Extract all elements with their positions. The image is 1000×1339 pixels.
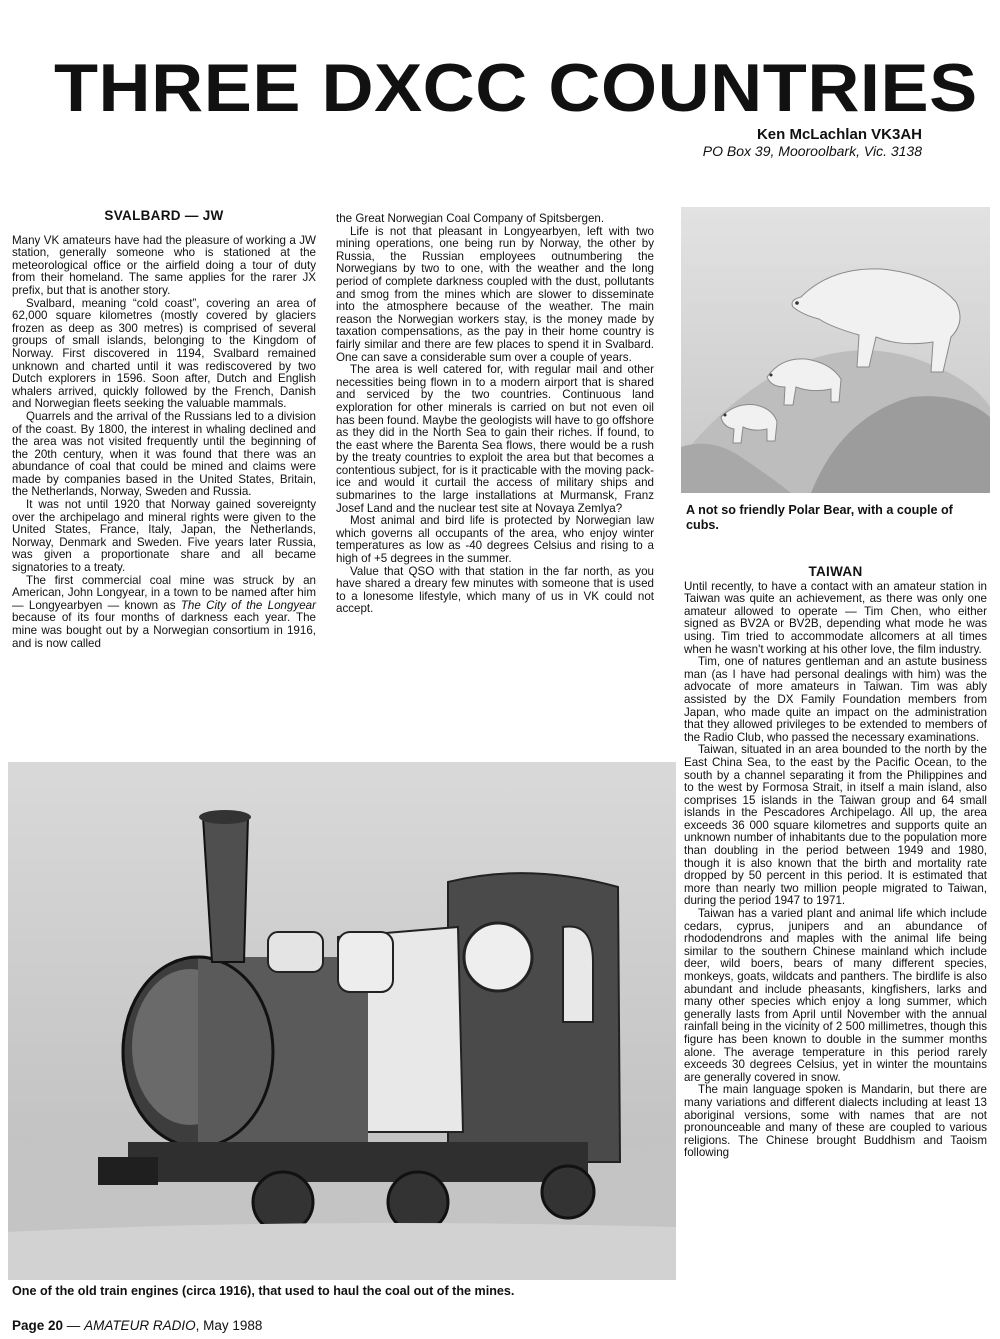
polar-bear-photo [681,207,990,493]
author-name: Ken McLachlan VK3AH [756,126,922,143]
author-block [703,126,922,160]
polar-bear-caption: A not so friendly Polar Bear, with a couple of cubs. [686,503,953,532]
svalbard-p5-text-end: because of its four months of darkness each year. The mine was bought out by a Norwegian consortium in 1916, and is now called [12,611,316,650]
svalbard-paragraph-10: Value that QSO with that station in the far north, as you have shared a dreary few minutes with someone that is used to a lonesome lifestyle, which many of us in VK could not accept. [336,564,654,616]
svalbard-p5-text: The first commercial coal mine was struck by an American, John Longyear, in a town to be named after him — Longyearbyen — known as [12,573,316,612]
footer-dash: — [63,1318,85,1333]
svalbard-paragraph-6: the Great Norwegian Coal Company of Spitsbergen. [336,212,605,225]
svalbard-paragraph-1: Many VK amateurs have had the pleasure of working a JW station, generally someone who is stationed at the meteorological office or the airfield doing a tour of duty from their homeland. The same applies for the rarer JX prefix, but that is another story. [12,233,316,297]
taiwan-paragraph-1: Until recently, to have a contact with an amateur station in Taiwan was quite an achievement, as there was only one amateur allowed to operate — Tim Chen, who either signed as BV2A or BV2B, depending what mode he was using. Tim tried to accommodate allcomers at all times when he wasn't working at his other love, the film industry. [684,579,987,656]
taiwan-heading: TAIWAN [808,564,863,579]
svalbard-heading: SVALBARD — JW [104,208,224,223]
issue-date: , May 1988 [195,1318,263,1333]
article-title: THREE DXCC COUNTRIES [54,50,978,126]
svalbard-paragraph-4: It was not until 1920 that Norway gained sovereignty over the archipelago and mineral rights were given to the United States, France, Italy, Japan, the Netherlands, Norway, Denmark and Sweden. Five years later Russia, was given a proportionate share and all became signatories to a treaty. [12,498,316,575]
taiwan-column [684,566,987,1160]
page-footer [12,1318,262,1333]
svalbard-paragraph-5 [12,575,316,651]
svalbard-column-2 [336,213,654,616]
svalbard-paragraph-9: Most animal and bird life is protected by Norwegian law which governs all occupants of the area, who enjoy winter temperatures as low as -40 degrees Celsius and rising to a high of +5 degrees in the summer. [336,514,654,566]
svalbard-paragraph-2: Svalbard, meaning “cold coast”, covering an area of 62,000 square kilometres (mostly covered by glaciers frozen as deep as 300 metres) is comprised of several groups of small islands, belonging to the Kingdom of Norway. First discovered in 1194, Svalbard remained unknown and charted until it was rediscovered by two Dutch explorers in 1596. Soon after, Dutch and English whalers arrived, quickly followed by the French, Danish and Norwegian fleets seeking the valuable mammals. [12,296,316,411]
taiwan-paragraph-2: Tim, one of natures gentleman and an astute business man (as I have had personal dealings with him) was the advocate of more amateurs in Taiwan. Tim was ably assisted by the DX Family Foundation members from Japan, who made quite an impact on the administration that they allowed privileges to be extended to members of the Radio Club, who passed the necessary examinations. [684,655,987,744]
magazine-name: AMATEUR RADIO [84,1318,196,1333]
svalbard-paragraph-8: The area is well catered for, with regular mail and other necessities being flown in to a modern airport that is shared and serviced by the two countries. Continuous land exploration for other minerals is carried on but not even oil has been found. Maybe the geologists will have to go offshore as they did in the North Sea to gain their riches. If found, to the east where the Barenta Sea flows, there would be a rush by the treaty countries to exploit the area but that becomes a contentious subject, for is it practicable with the moving pack-ice and would it curtail the access of military ships and submarines to the large installations at Murmansk, Franz Josef Land and the nuclear test site at Novaya Zemlya? [336,363,654,515]
page-number: Page 20 [12,1318,64,1333]
taiwan-paragraph-4: Taiwan has a varied plant and animal life which include cedars, cyprus, junipers and an abundance of rhododendrons and maples with the animal life being similar to the southern Chinese mainland which include deer, wild boers, bears of many different species, monkeys, goats, wildcats and panthers. The birdlife is also abundant and include pheasants, kingfishers, larks and many other species which enjoy a long summer, which generally lasts from April until November with the annual rainfall being in the vicinity of 2 500 millimetres, though this figure has been known to double in the summer months alone. The average temperature in this period rarely exceeds 30 degrees Celsius, yet in winter the mountains are generally covered in snow. [684,907,987,1084]
svalbard-paragraph-3: Quarrels and the arrival of the Russians led to a division of the coast. By 1800, the interest in whaling declined and the area was not visited frequently until the beginning of the 20th century, when it was found that there was an abundance of coal that could be mined and claims were made by companies based in the United States, Britain, the Netherlands, Norway, Sweden and Russia. [12,409,316,499]
svalbard-column-1 [12,210,316,650]
author-address: PO Box 39, Mooroolbark, Vic. 3138 [702,143,922,159]
taiwan-paragraph-5: The main language spoken is Mandarin, but there are many variations and different dialects including at least 13 aboriginal versions, some with names that are not pronounceable and many of these are coupled to various religions. The Chinese brought Buddhism and Taoism following [684,1083,987,1160]
city-name-italic: The City of the Longyear [180,598,316,612]
train-engine-photo [8,762,676,1280]
train-caption: One of the old train engines (circa 1916), that used to haul the coal out of the mines. [12,1284,515,1298]
svalbard-paragraph-7: Life is not that pleasant in Longyearbyen, left with two mining operations, one being run by Norway, the other by Russia, the Russian employees outnumbering the Norwegians by two to one, with the weather and the long period of complete darkness coupled with the dust, pollutants and smog from the mines which are slower to disseminate into the atmosphere because of the weather. The main reason the Norwegian workers stay, is the money made by taxation compensations, as the pay in their home country is fairly similar and there are few places to spend it in Svalbard. One can save a considerable sum over a couple of years. [336,224,654,364]
taiwan-paragraph-3: Taiwan, situated in an area bounded to the north by the East China Sea, to the east by the Pacific Ocean, to the south by a channel separating it from the Philippines and to the west by Formosa Strait, in itself a main island, also comprises 15 islands in the Taiwan group and 64 small islands in the Pescadores Archipelago. All up, the area exceeds 36 000 square kilometres and supports quite an unknown number of inhabitants due to the population more than doubling in the period between 1949 and 1980, though it is also known that the birth and mortality rate dropped by 50 percent in this period. It is estimated that more than nearly two million people migrated to Taiwan, during the period 1947 to 1971. [684,743,987,908]
